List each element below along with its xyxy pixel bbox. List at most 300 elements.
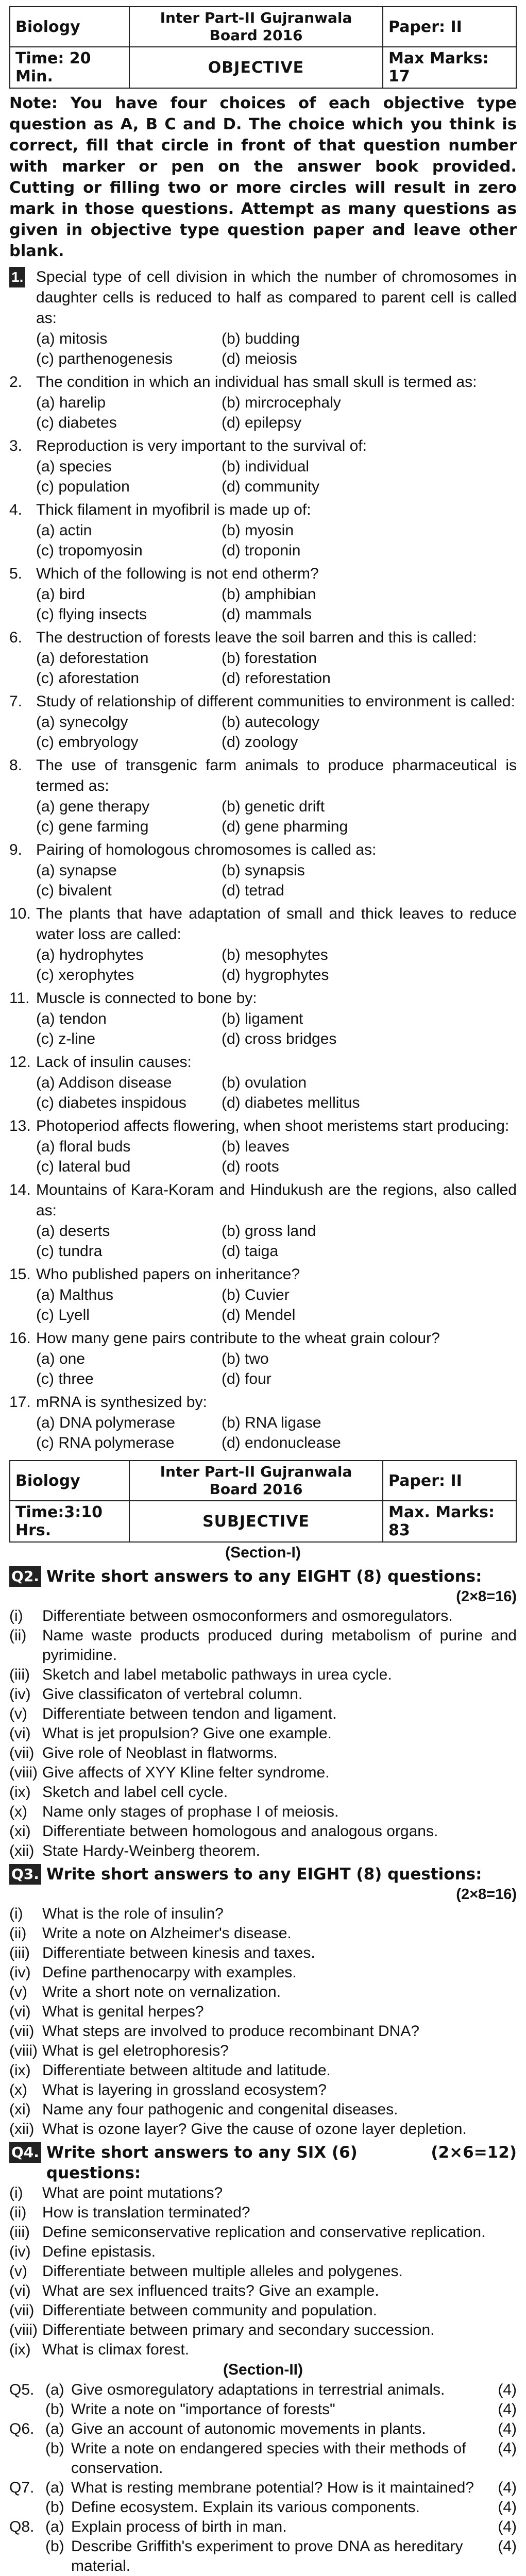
short-question — [9, 2080, 517, 2100]
question-part: (a) — [45, 2381, 64, 2398]
mcq-stem-row — [9, 1328, 517, 1349]
question-number: 16. — [9, 1330, 31, 1347]
question-number: Q4. — [9, 2142, 41, 2163]
long-question — [9, 2498, 517, 2517]
mcq-question — [9, 1392, 517, 1453]
roman-number: (i) — [9, 2184, 23, 2201]
mcq-option: (b) forestation — [222, 650, 317, 667]
question-text: Define ecosystem. Explain its various components. — [71, 2499, 420, 2516]
mcq-stem-row — [9, 904, 517, 945]
roman-number: (x) — [9, 2081, 27, 2098]
question-title: Write short answers to any EIGHT (8) questions: — [46, 1567, 482, 1586]
question-part: (b) — [45, 2538, 64, 2555]
question-number: 8. — [9, 757, 23, 774]
short-question — [9, 2242, 517, 2262]
mcq-question — [9, 988, 517, 1049]
mcq-option: (d) hygrophytes — [222, 967, 329, 984]
mcq-option: (b) mircrocephaly — [222, 394, 341, 411]
mcq-options — [36, 945, 517, 985]
question-number: Q5. — [9, 2381, 35, 2398]
long-question — [9, 2419, 517, 2439]
mcq-option: (d) four — [222, 1370, 272, 1387]
roman-number: (vii) — [9, 2302, 35, 2319]
question-stem: Thick filament in myofibril is made up of: — [36, 501, 311, 518]
mcq-stem-row — [9, 1116, 517, 1137]
mcq-option: (c) gene farming — [36, 818, 149, 835]
mcq-options — [36, 1349, 517, 1389]
mcq-option: (d) community — [222, 478, 320, 495]
question-text: What is jet propulsion? Give one example. — [42, 1725, 332, 1742]
short-question — [9, 1626, 517, 1665]
mcq-option: (a) tendon — [36, 1010, 107, 1027]
question-text: Define epistasis. — [42, 2243, 156, 2260]
question-text: Write a short note on vernalization. — [42, 1984, 281, 2001]
mcq-stem-row — [9, 1264, 517, 1285]
mcq-option: (d) cross bridges — [222, 1030, 337, 1047]
mcq-option: (b) amphibian — [222, 586, 316, 603]
short-question — [9, 2223, 517, 2242]
question-marks: (4) — [498, 2499, 517, 2516]
mcq-stem-row — [9, 564, 517, 584]
question-number: 2. — [9, 374, 23, 391]
section-cell: OBJECTIVE — [129, 47, 383, 88]
question-marks: (4) — [498, 2440, 517, 2457]
question-number-badge: 1. — [9, 267, 25, 287]
mcq-option: (c) diabetes — [36, 414, 117, 431]
question-text: Give osmoregulatory adaptations in terrestrial animals. — [71, 2381, 445, 2398]
short-question — [9, 1982, 517, 2002]
mcq-option: (a) gene therapy — [36, 798, 150, 815]
mcq-option: (b) RNA ligase — [222, 1414, 321, 1431]
section-heading: (Section-II) — [223, 2361, 303, 2378]
short-question — [9, 2100, 517, 2120]
question-text: Sketch and label metabolic pathways in urea cycle. — [42, 1666, 392, 1683]
question-stem: Lack of insulin causes: — [36, 1054, 192, 1071]
subject-cell: Biology — [10, 1461, 129, 1501]
long-question — [9, 2517, 517, 2537]
mcq-options — [36, 1221, 517, 1261]
question-stem: Which of the following is not end otherm? — [36, 565, 319, 582]
mcq-question — [9, 1180, 517, 1261]
mcq-question — [9, 691, 517, 752]
question-text: Write a note on "importance of forests" — [71, 2401, 335, 2418]
question-text: Name only stages of prophase I of meiosis. — [42, 1803, 339, 1820]
question-number: 3. — [9, 437, 23, 454]
roman-number: (vi) — [9, 2003, 31, 2020]
mcq-option: (b) leaves — [222, 1138, 290, 1155]
roman-number: (iii) — [9, 2224, 30, 2241]
marks-cell: Max. Marks: 83 — [383, 1501, 516, 1542]
q4-heading — [9, 2142, 517, 2183]
mcq-option: (c) diabetes inspidous — [36, 1094, 186, 1111]
subject-cell: Biology — [10, 7, 129, 47]
mcq-option: (b) synapsis — [222, 862, 305, 879]
q3-items — [9, 1904, 517, 2139]
question-text: Define semiconservative replication and conservative replication. — [42, 2224, 486, 2241]
question-text: Explain process of birth in man. — [71, 2518, 287, 2535]
instructions-note: Note: You have four choices of each objective type question as A, B C and D. The choice which you think is correct, fill that circle in front of that question number with marker or pen on the answer book provided. Cutting or filling two or more circles will result in zero mark in those questions. Attempt as many questions as given in objective type question paper and leave other blank. — [9, 94, 517, 260]
question-text: Name waste products produced during metabolism of purine and pyrimidine. — [42, 1627, 517, 1664]
question-number: Q2. — [9, 1566, 41, 1587]
q3-heading — [9, 1864, 517, 1885]
q3-marks: (2×8=16) — [456, 1886, 517, 1903]
mcq-option: (b) genetic drift — [222, 798, 325, 815]
mcq-stem-row — [9, 691, 517, 712]
question-stem: Special type of cell division in which the number of chromosomes in daughter cells is reduced to half as compared to parent cell is called as: — [36, 268, 517, 327]
short-question — [9, 2340, 517, 2360]
mcq-question — [9, 500, 517, 561]
question-number — [9, 2537, 45, 2576]
question-text: How is translation terminated? — [42, 2204, 250, 2221]
roman-number: (ii) — [9, 1627, 27, 1644]
mcq-stem-row — [9, 988, 517, 1009]
mcq-option: (c) embryology — [36, 734, 139, 751]
question-stem: Muscle is connected to bone by: — [36, 990, 257, 1007]
question-number: Q6. — [9, 2420, 35, 2437]
mcq-option: (a) hydrophytes — [36, 946, 144, 963]
mcq-option: (b) myosin — [222, 522, 294, 539]
question-part: (a) — [45, 2518, 64, 2535]
mcq-option: (a) one — [36, 1350, 86, 1367]
mcq-options — [36, 1137, 517, 1177]
mcq-question — [9, 840, 517, 901]
exam-paper — [9, 0, 517, 2576]
mcq-option: (d) mammals — [222, 606, 312, 623]
question-marks: (4) — [498, 2420, 517, 2437]
mcq-option: (a) floral buds — [36, 1138, 131, 1155]
mcq-stem-row — [9, 372, 517, 393]
question-text: Write a note on endangered species with their methods of conservation. — [71, 2440, 466, 2477]
long-question — [9, 2380, 517, 2400]
question-number: 5. — [9, 565, 23, 582]
mcq-options — [36, 1073, 517, 1113]
objective-questions — [9, 267, 517, 1453]
short-question — [9, 1822, 517, 1841]
mcq-options — [36, 648, 517, 688]
section-cell: SUBJECTIVE — [129, 1501, 383, 1542]
mcq-option: (c) xerophytes — [36, 967, 134, 984]
mcq-option: (c) z-line — [36, 1030, 96, 1047]
short-question — [9, 2281, 517, 2301]
question-text: Give role of Neoblast in flatworms. — [42, 1744, 278, 1761]
question-number: 11. — [9, 990, 30, 1007]
short-question — [9, 1802, 517, 1822]
mcq-option: (a) actin — [36, 522, 92, 539]
time-cell: Time:3:10 Hrs. — [10, 1501, 129, 1542]
question-title: Write short answers to any SIX (6) questions: — [46, 2143, 358, 2182]
question-text: Differentiate between altitude and latitude. — [42, 2062, 331, 2079]
mcq-stem-row — [9, 1052, 517, 1073]
question-number: Q3. — [9, 1864, 41, 1885]
question-part: (a) — [45, 2420, 64, 2437]
question-stem: How many gene pairs contribute to the wheat grain colour? — [36, 1330, 440, 1347]
short-question — [9, 1783, 517, 1802]
mcq-option: (c) flying insects — [36, 606, 147, 623]
mcq-option: (a) Malthus — [36, 1286, 114, 1303]
long-question — [9, 2439, 517, 2478]
roman-number: (i) — [9, 1905, 23, 1922]
question-number: 7. — [9, 693, 23, 710]
question-marks: (4) — [498, 2538, 517, 2555]
question-text: Differentiate between homologous and analogous organs. — [42, 1823, 438, 1840]
mcq-option: (d) troponin — [222, 542, 301, 559]
question-text: What is climax forest. — [42, 2341, 190, 2358]
mcq-option: (c) aforestation — [36, 670, 140, 687]
question-text: Write a note on Alzheimer's disease. — [42, 1925, 292, 1942]
mcq-question — [9, 1264, 517, 1325]
long-questions — [9, 2380, 517, 2576]
question-text: What are sex influenced traits? Give an example. — [42, 2282, 379, 2299]
mcq-options — [36, 860, 517, 901]
mcq-option: (d) taiga — [222, 1243, 279, 1260]
question-text: Sketch and label cell cycle. — [42, 1784, 228, 1801]
mcq-option: (b) two — [222, 1350, 269, 1367]
board-cell: Inter Part-II Gujranwala Board 2016 — [129, 7, 383, 47]
question-marks: (4) — [498, 2381, 517, 2398]
roman-number: (vi) — [9, 2282, 31, 2299]
question-stem: Mountains of Kara-Koram and Hindukush are the regions, also called as: — [36, 1181, 517, 1219]
mcq-option: (d) gene pharming — [222, 818, 348, 835]
question-stem: Pairing of homologous chromosomes is called as: — [36, 841, 377, 858]
roman-number: (xi) — [9, 1823, 31, 1840]
q2-marks: (2×8=16) — [456, 1588, 517, 1605]
short-question — [9, 1924, 517, 1943]
roman-number: (vii) — [9, 2023, 35, 2040]
mcq-question — [9, 755, 517, 837]
question-marks: (2×6=12) — [431, 2143, 517, 2162]
question-number — [9, 2498, 45, 2517]
mcq-option: (a) mitosis — [36, 330, 108, 347]
question-stem: Reproduction is very important to the survival of: — [36, 437, 367, 454]
mcq-option: (a) DNA polymerase — [36, 1414, 176, 1431]
roman-number: (iv) — [9, 1964, 31, 1981]
subjective-header — [9, 1460, 517, 1543]
short-question — [9, 2120, 517, 2139]
mcq-question — [9, 1328, 517, 1389]
mcq-options — [36, 520, 517, 561]
short-question — [9, 2301, 517, 2320]
question-number: Q7. — [9, 2479, 35, 2496]
time-cell: Time: 20 Min. — [10, 47, 129, 88]
question-text: Name any four pathogenic and congenital diseases. — [42, 2101, 398, 2118]
roman-number: (vii) — [9, 1744, 35, 1761]
mcq-stem-row — [9, 267, 517, 329]
mcq-option: (c) bivalent — [36, 882, 112, 899]
question-text: What is genital herpes? — [42, 2003, 204, 2020]
short-question — [9, 1943, 517, 1963]
mcq-option: (b) ligament — [222, 1010, 303, 1027]
mcq-options — [36, 796, 517, 837]
question-number: Q8. — [9, 2518, 35, 2535]
question-number — [9, 2400, 45, 2419]
mcq-option: (a) harelip — [36, 394, 106, 411]
mcq-stem-row — [9, 840, 517, 860]
question-text: Differentiate between primary and secondary succession. — [42, 2321, 435, 2338]
mcq-option: (b) ovulation — [222, 1074, 307, 1091]
question-text: What is resting membrane potential? How is it maintained? — [71, 2479, 474, 2496]
mcq-question — [9, 372, 517, 433]
question-text: Give affects of XYY Kline felter syndrome. — [42, 1764, 330, 1781]
mcq-option: (c) population — [36, 478, 130, 495]
mcq-stem-row — [9, 755, 517, 796]
mcq-option: (d) roots — [222, 1158, 279, 1175]
question-stem: mRNA is synthesized by: — [36, 1394, 207, 1411]
question-number: 10. — [9, 905, 31, 922]
mcq-option: (b) Cuvier — [222, 1286, 290, 1303]
mcq-option: (a) deserts — [36, 1223, 110, 1240]
roman-number: (ix) — [9, 2062, 31, 2079]
mcq-option: (d) diabetes mellitus — [222, 1094, 360, 1111]
short-question — [9, 2183, 517, 2203]
mcq-option: (a) synecolgy — [36, 714, 128, 731]
roman-number: (xii) — [9, 1842, 35, 1859]
question-text: What steps are involved to produce recombinant DNA? — [42, 2023, 420, 2040]
roman-number: (v) — [9, 1705, 27, 1722]
short-question — [9, 1904, 517, 1924]
question-stem: The plants that have adaptation of small and thick leaves to reduce water loss are called: — [36, 905, 517, 943]
question-text: Differentiate between osmoconformers and osmoregulators. — [42, 1607, 453, 1624]
question-stem: The condition in which an individual has small skull is termed as: — [36, 374, 477, 391]
short-question — [9, 2203, 517, 2223]
short-question — [9, 1963, 517, 1982]
question-stem: The use of transgenic farm animals to produce pharmaceutical is termed as: — [36, 757, 517, 794]
short-question — [9, 1841, 517, 1861]
mcq-option: (b) gross land — [222, 1223, 316, 1240]
paper-cell: Paper: II — [383, 1461, 516, 1501]
mcq-option: (d) tetrad — [222, 882, 284, 899]
mcq-stem-row — [9, 1180, 517, 1221]
question-stem: The destruction of forests leave the soil barren and this is called: — [36, 629, 477, 646]
section-heading: (Section-I) — [225, 1544, 301, 1561]
question-text: What is the role of insulin? — [42, 1905, 224, 1922]
mcq-option: (d) meiosis — [222, 350, 297, 367]
question-number — [9, 267, 36, 329]
mcq-question — [9, 564, 517, 624]
question-part: (a) — [45, 2479, 64, 2496]
q2-items — [9, 1606, 517, 1861]
q2-heading — [9, 1566, 517, 1587]
mcq-option: (c) RNA polymerase — [36, 1434, 175, 1451]
question-text: Differentiate between tendon and ligament. — [42, 1705, 337, 1722]
short-question — [9, 1704, 517, 1724]
mcq-option: (b) autecology — [222, 714, 320, 731]
mcq-option: (d) epilepsy — [222, 414, 302, 431]
roman-number: (iii) — [9, 1666, 30, 1683]
short-question — [9, 1743, 517, 1763]
question-number: 4. — [9, 501, 23, 518]
mcq-option: (c) three — [36, 1370, 94, 1387]
mcq-option: (a) Addison disease — [36, 1074, 172, 1091]
question-text: What is gel eletrophoresis? — [42, 2042, 229, 2059]
question-stem: Who published papers on inheritance? — [36, 1266, 300, 1283]
mcq-option: (b) individual — [222, 458, 310, 475]
roman-number: (iv) — [9, 2243, 31, 2260]
roman-number: (v) — [9, 1984, 27, 2001]
board-cell: Inter Part-II Gujranwala Board 2016 — [129, 1461, 383, 1501]
question-part: (b) — [45, 2499, 64, 2516]
mcq-option: (a) deforestation — [36, 650, 149, 667]
paper-cell: Paper: II — [383, 7, 516, 47]
question-text: Define parthenocarpy with examples. — [42, 1964, 297, 1981]
mcq-options — [36, 456, 517, 497]
roman-number: (iii) — [9, 1944, 30, 1961]
short-question — [9, 2041, 517, 2061]
mcq-option: (c) parthenogenesis — [36, 350, 173, 367]
mcq-stem-row — [9, 1392, 517, 1413]
roman-number: (ix) — [9, 2341, 31, 2358]
mcq-options — [36, 393, 517, 433]
roman-number: (viii) — [9, 1764, 38, 1781]
question-marks: (4) — [498, 2518, 517, 2535]
roman-number: (ii) — [9, 2204, 27, 2221]
mcq-options — [36, 712, 517, 752]
question-number: 9. — [9, 841, 23, 858]
roman-number: (viii) — [9, 2042, 38, 2059]
roman-number: (x) — [9, 1803, 27, 1820]
question-title: Write short answers to any EIGHT (8) questions: — [46, 1865, 482, 1884]
short-question — [9, 1606, 517, 1626]
mcq-option: (b) mesophytes — [222, 946, 328, 963]
roman-number: (iv) — [9, 1686, 31, 1703]
short-question — [9, 1685, 517, 1704]
long-question — [9, 2400, 517, 2419]
mcq-question — [9, 267, 517, 369]
mcq-option: (c) Lyell — [36, 1307, 90, 1324]
short-question — [9, 1763, 517, 1783]
question-number: 14. — [9, 1181, 31, 1198]
question-number: 13. — [9, 1117, 31, 1134]
short-question — [9, 2022, 517, 2041]
mcq-option: (d) reforestation — [222, 670, 331, 687]
question-stem: Study of relationship of different communities to environment is called: — [36, 693, 515, 710]
mcq-question — [9, 1052, 517, 1113]
question-marks: (4) — [498, 2479, 517, 2496]
question-text: Differentiate between kinesis and taxes. — [42, 1944, 315, 1961]
mcq-options — [36, 584, 517, 624]
question-text: What are point mutations? — [42, 2184, 223, 2201]
question-text: Give an account of autonomic movements in plants. — [71, 2420, 426, 2437]
mcq-option: (a) bird — [36, 586, 86, 603]
mcq-option: (a) species — [36, 458, 112, 475]
q4-items — [9, 2183, 517, 2360]
question-text: State Hardy-Weinberg theorem. — [42, 1842, 260, 1859]
mcq-option: (c) lateral bud — [36, 1158, 131, 1175]
question-stem: Photoperiod affects flowering, when shoot meristems start producing: — [36, 1117, 510, 1134]
mcq-options — [36, 1009, 517, 1049]
question-number: 12. — [9, 1054, 31, 1071]
roman-number: (ii) — [9, 1925, 27, 1942]
question-number: 15. — [9, 1266, 31, 1283]
short-question — [9, 2061, 517, 2080]
question-text: Give classificaton of vertebral column. — [42, 1686, 303, 1703]
roman-number: (xi) — [9, 2101, 31, 2118]
roman-number: (i) — [9, 1607, 23, 1624]
long-question — [9, 2478, 517, 2498]
roman-number: (v) — [9, 2263, 27, 2280]
question-part: (b) — [45, 2401, 64, 2418]
mcq-question — [9, 628, 517, 688]
short-question — [9, 1665, 517, 1685]
short-question — [9, 2262, 517, 2281]
marks-cell: Max Marks: 17 — [383, 47, 516, 88]
mcq-option: (c) tundra — [36, 1243, 103, 1260]
question-text: Differentiate between community and population. — [42, 2302, 377, 2319]
question-text: Describe Griffith's experiment to prove DNA as hereditary material. — [71, 2538, 463, 2574]
question-part: (b) — [45, 2440, 64, 2457]
mcq-stem-row — [9, 436, 517, 456]
mcq-option: (d) Mendel — [222, 1307, 296, 1324]
long-question — [9, 2537, 517, 2576]
